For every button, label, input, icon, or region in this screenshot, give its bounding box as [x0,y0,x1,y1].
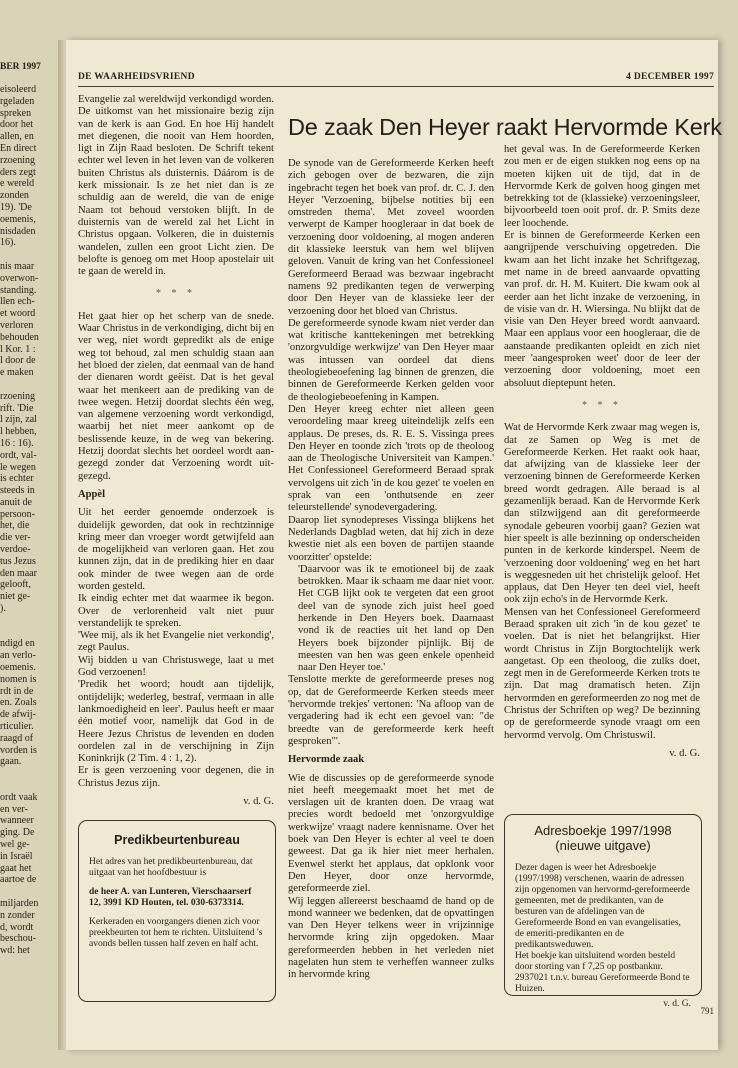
previous-page-line: is echter [0,473,34,485]
paragraph: Wij leggen allereerst beschaamd de hand op de mond wanneer we bedenken, dat de opvattingen van Den Heyer telkens weer in vrijzinnige hervormde kring zijn opgedoken. Maar gereformeerden hebben in het verleden niet nagelaten hun stem te verheffen wanneer zulks in hervormde kring [288,895,494,981]
previous-page-line: gaat het [0,862,32,874]
previous-page-line: rdt in de [0,685,34,697]
box-title-line: Adresboekje 1997/1998 [534,823,672,838]
paragraph: Tenslotte merkte de gereformeerde preses nog op, dat de Gereformeerde Kerken steeds meer 'hervormde trekjes' vertonen: 'Na afloop van de vergadering had ik echt een gevoel van: "de breedte van de gereformeerde kerk heeft gesproken"'. [288,674,494,747]
previous-page-line: le wegen [0,461,36,473]
paragraph: Wat de Hervormde Kerk zwaar mag wegen is, dat ze Samen op Weg is met de Gereformeerde Kerken. Het raakt ook haar, dat afwijzing van de klassieke leer der verzoening binnen de Gereformeerde Kerken breed wordt gedragen. Alle beraad is al gezamenlijk beraad. Kan de Hervormde Kerk dan stilzwijgend aan dit gereformeerde synodale gebeuren voorbij gaan? Gezien wat hier speelt is alle bezinning op onderscheiden punten in de kerkorde kinderspel. Neem de 'verzoening door voldoening' weg en het hart is weggesneden uit het christelijk geloof. Het applaus, dat Den Heyer ten deel viel, heeft ook zijn echo's in de Hervormde Kerk. [504,422,700,606]
paragraph: Wie de discussies op de gereformeerde synode niet heeft meegemaakt moet het met de verslagen uit de kranten doen. De vraag wat precies wordt bedoeld met 'onzorgvuldige werkwijze' vraagt nadere kennisname. Over het boek van Den Heyer is echter al veel te doen geweest. Dat ga ik hier niet meer herhalen. Evenwel sterkt het applaus, dat opklonk voor Den Heyer, door onze hervormde, gereformeerde ziel. [288,772,494,895]
previous-page-line [0,886,52,898]
previous-page-line: ndigd en [0,638,35,650]
previous-page-line: zonden [0,190,29,202]
previous-page-line: niet ge- [0,591,31,603]
previous-page-line: 19). 'De [0,201,32,213]
previous-page-line: anuit de [0,496,32,508]
previous-page-line: miljarden [0,897,39,909]
previous-page-line: wd: het [0,945,30,957]
paragraph: Wij bidden u van Christuswege, laat u met God verzoenen! [78,654,274,679]
magazine-title: DE WAARHEIDSVRIEND [78,72,195,82]
previous-page-line: oemenis, [0,213,36,225]
box-text: Het boekje kan uitsluitend worden besteld door storting van f 7,25 op postbanknr. 2937021 t.n.v. bureau Gereformeerde Bond te Huizen. [515,951,690,994]
box-title: Predikbeurtenbureau [114,833,240,847]
previous-page-line: raagd of [0,732,34,744]
previous-page-line: wel ge- [0,839,30,850]
previous-page-line: l hebben, [0,426,37,438]
box-text: Het adres van het predikbeurtenbureau, dat uitgaat van het hoofdbestuur is [89,857,253,878]
author-signature: v. d. G. [663,999,691,1009]
previous-page-line: rgeladen [0,95,35,107]
paragraph: Er is geen verzoening voor degenen, die in Christus Jezus zijn. [78,765,274,789]
previous-page-line: et woord [0,308,36,320]
paragraph: 'Predik het woord; houdt aan tijdelijk, ontijdelijk; wederleg, bestraf, vermaan in alle lankmoedigheid en leer'. Paulus heeft er maar één motief voor, namelijk dat God in de Heere Jezus Christus de levenden en doden oordelen zal in de verschijning in Zijn Koninkrijk (2 Tim. 4 : 1, 2). [78,679,274,765]
previous-page-line: 16 : 16). [0,437,34,449]
paragraph: Er is binnen de Gereformeerde Kerken een aangrijpende verschuiving opgetreden. Die kwam aan het licht inzake het Schriftgezag, met name in de breed aanvaarde opvatting van prof. dr. H. M. Kuitert. Die kwam ook al eerder aan het licht inzake de verzoening, in de visie van dr. H. Wiersinga. Nu blijkt dat de visie van Den Heyer breed wordt aanvaard. Maar een applaus voor een hoogleraar, die de aanstaande predikanten opleidt en zich niet meer 'aangesproken weet' door de leer der verzoening door voldoening, moet een absoluut dieptepunt heten. [504,230,700,389]
previous-page-line: e maken [0,367,34,379]
previous-page-line [0,615,52,627]
previous-page-line: l door de [0,355,36,367]
paragraph: De synode van de Gereformeerde Kerken heeft zich gebogen over de bezwaren, die zijn ingebracht tegen het boek van prof. dr. C. J. den Heyer 'Verzoening, bijbelse notities bij een omstreden thema'. Met zoveel woorden verwerpt de Kamper hoogleraar in dat boek de verzoening door voldoening, al mogen anderen dit klassieke leerstuk van hem wel blijven geloven. Vanuit de kring van het Confessioneel Gereformeerd Beraad was bezwaar ingebracht namens 92 predikanten tegen de verwerping door Den Heyer van de klassieke leer der verzoening door het bloed van Christus. [288,158,494,317]
paragraph: Den Heyer kreeg echter niet alleen geen veroordeling maar kreeg uiteindelijk zelfs een applaus. De preses, ds. R. E. S. Vissinga prees Den Heyer en toonde zich 'trots op de theoloog aan de Theologische Universiteit van Kampen.' Het Confessioneel Gereformeerd Beraad sprak vervolgens uit zich 'in de kou gezet' te voelen en sprak van een 'onthutsende en zeer teleurstellende' synodevergadering. [288,403,494,514]
previous-page-line: ordt, val- [0,449,37,461]
previous-page-line: l zijn, zal [0,414,37,426]
previous-page-line: en ver- [0,803,28,815]
previous-page-line: llen ech- [0,296,35,308]
previous-page-line: standing. [0,284,37,296]
previous-page-line: verdoe- [0,544,31,556]
box-text: Dezer dagen is weer het Adresboekje (1997/1998) verschenen, waarin de adressen zijn opgenomen van hervormd-gereformeerde gemeenten, met de predikanten, van de besturen van de afdelingen van de Gereformeerde Bond en van evangelisaties, de emeriti-predikanten en de predikantsweduwen. [515,863,690,950]
previous-page-line: rzoening [0,154,35,166]
previous-page-line: beschou- [0,933,37,945]
paragraph: Uit het eerder genoemde onderzoek is duidelijk geworden, dat ook in rechtzinnige kring meer dan vroeger wordt getwijfeld aan de mogelijkheid van verloren gaan. Het zou kunnen zijn, dat in de prediking hier en daar ook minder de twee wegen aan de orde worden gesteld. [78,507,274,592]
previous-page-line: rzoening [0,390,35,402]
previous-page-strip [0,62,52,1062]
box-title [505,823,701,853]
previous-page-line: nis maar [0,260,35,272]
previous-page-column [0,84,52,957]
box-subtitle: (nieuwe uitgave) [555,838,651,853]
paragraph: Ik eindig echter met dat waarmee ik begon. Over de verlorenheid valt niet puur verstandelijk te spreken. [78,593,274,629]
previous-page-line: aartoe de [0,874,37,886]
box-text: Kerkeraden en voorgangers dienen zich voor preekbeurten tot hem te richten. Uitsluitend 's avonds bellen tussen half zeven en half acht. [89,917,263,949]
previous-page-line: allen, en [0,131,34,143]
previous-page-line: rticulier. [0,721,34,733]
previous-page-line: tus Jezus [0,555,36,567]
previous-page-line: vorden is [0,744,37,756]
paragraph: Mensen van het Confessioneel Gereformeerd Beraad spraken uit zich 'in de kou gezet' te voelen. Dat is niet het belangrijkst. Hier wordt Christus in Zijn Borgtochtelijk werk aangetast. Op een theoloog, die zulks doet, zegt men in de Gereformeerde Kerken trots te zijn. Dat mag dramatisch heten. Zijn hervormden en gereformeerden zo nog met de Christus der Schriften op weg? De bezinning op de gereformeerde synode vraagt om een hervormd vervolg. Om Christuswil. [504,606,700,741]
previous-page-header: BER 1997 [0,62,41,72]
section-divider: * * * [582,399,622,411]
previous-page-line: persoon- [0,508,35,520]
previous-page-line: den maar [0,567,37,579]
previous-page-line: eisoleerd [0,84,37,95]
paragraph: Daarop liet synodepreses Vissinga blijkens het Nederlands Dagblad weten, dat hij zich in deze kwestie niet als een boven de partijen staande voorzitter' opstelde: [288,514,494,563]
previous-page-line [0,768,52,780]
notice-box-predikbeurten [78,820,276,1002]
previous-page-line: l Kor. 1 : [0,343,36,355]
previous-page-line: gaan. [0,756,22,768]
previous-page-line: steeds in [0,485,35,497]
previous-page-line [0,379,52,391]
previous-page-line: verloren [0,319,34,331]
previous-page-line: wanneer [0,815,34,827]
previous-page-line: rift. 'Die [0,402,34,414]
previous-page-line: ordt vaak [0,791,38,803]
subheading: Hervormde zaak [288,754,365,766]
column-3 [504,144,700,760]
subheading: Appèl [78,488,106,500]
previous-page-line: nomen is [0,673,37,685]
paragraph: De gereformeerde synode kwam niet verder dan wat kritische kanttekeningen met betrekking 'onzorgvuldige werkwijze' van Den Heyer maar was intussen van oordeel dat diens theologiebeoefening lag binnen de grenzen, die binnen de Gereformeerde Kerken gelden voor de theologiebeoefening in Kampen. [288,317,494,403]
previous-page-line: het, die [0,520,30,532]
previous-page-line: behouden [0,331,39,343]
paragraph: het geval was. In de Gereformeerde Kerken zou men er de eigen stukken nog eens op na moeten kijken uit de tijd, dat in de Hervormde Kerk de golven hoog gingen met betrekking tot de (klassieke) verzoeningsleer, bijvoorbeeld toen ooit prof. dr. P. Smits deze leer loochende. [504,144,700,229]
previous-page-line: in Israël [0,850,33,862]
previous-page-line: die ver- [0,532,31,544]
previous-page-line: an verlo- [0,650,36,662]
previous-page-line: e wereld [0,178,35,190]
author-signature: v. d. G. [669,747,700,759]
article-headline: De zaak Den Heyer raakt Hervormde Kerk [288,114,722,140]
paragraph: 'Wee mij, als ik het Evangelie niet verkondig', zegt Paulus. [78,630,274,654]
previous-page-line: overwon- [0,272,39,284]
paragraph: Evangelie zal wereldwijd verkondigd worden. De uitkomst van het missionaire bezig zijn van de kerk is aan God. En hoe Hij handelt met diegenen, die nooit van Hem hoorden, ligt in Zijn Raad besloten. De Schrift tekent echter wel leven in het leven van de volkeren buiten Christus als duisternis. Dáárom is de kerk missionair. Is ze het niet dan is ze schuldig aan de wereld, die van de enige Naam tot behoud verstoken blijft. In de duisternis van de wereld zal het Licht in Christus opgaan. Volkeren, die in duisternis wandelen, zullen een groot Licht zien. De belofte is genoeg om met Hoop apostelair uit te gaan de wereld in. [78,94,274,278]
notice-box-adresboekje [504,814,702,1009]
quote: 'Daarvoor was ik te emotioneel bij de zaak betrokken. Maar ik schaam me daar niet voor. Het CGB lijkt ook te vergeten dat een groot deel van de synode zich juist heel goed herkende in Den Heyers boek. Daarnaast vond ik de reacties uit het land op Den Heyers boek bijzonder pijnlijk. Bij de meesten van hen was geen enkele openheid naar Den Heyer toe.' [298,563,494,674]
previous-page-line: oemenis. [0,662,36,674]
previous-page-line: ging. De [0,827,35,839]
section-divider: * * * [156,288,196,300]
previous-page-line [0,249,52,261]
previous-page-line: d, wordt [0,921,34,933]
previous-page-line: 16). [0,237,16,249]
previous-page-line: ). [0,603,6,615]
author-signature: v. d. G. [243,796,274,808]
previous-page-line: nisdaden [0,225,36,237]
previous-page-line: gelooft, [0,579,31,591]
column-1 [78,94,274,808]
box-address: de heer A. van Lunteren, Vierschaarserf 12, 3991 KD Houten, tel. 030-6373314. [89,887,252,908]
previous-page-line: ders zegt [0,166,36,178]
previous-page-line: door het [0,119,34,131]
running-header [78,72,714,87]
previous-page-line: spreken [0,107,32,119]
column-2 [288,158,494,988]
previous-page-line: de afwij- [0,709,36,721]
previous-page-line [0,780,52,792]
paragraph: Het gaat hier op het scherp van de snede. Waar Christus in de verkondiging, dicht bij en ver weg, niet wordt gepredikt als de enige weg tot behoud, zal men schuldig staan aan het bloed der zielen, dat eenmaal van de hand der dienaren wordt geëist. Dat is het geval waar het menkeert aan de prediking van de twee wegen. Hetzij doordat slechts één weg, van algemene verzoening wordt verkondigd, waarbij het niet meer aankomt op de beslissende keuze, in de weg van bekering. Hetzij doordat slechts het oordeel wordt aan-gezegd zonder dat Verzoening wordt uit-gezegd. [78,310,274,482]
previous-page-line: en. Zoals [0,697,37,709]
issue-date: 4 DECEMBER 1997 [626,72,714,82]
page-number: 791 [700,1006,714,1016]
previous-page-line: En direct [0,142,37,154]
previous-page-line: n zonder [0,909,35,921]
previous-page-line [0,627,52,639]
